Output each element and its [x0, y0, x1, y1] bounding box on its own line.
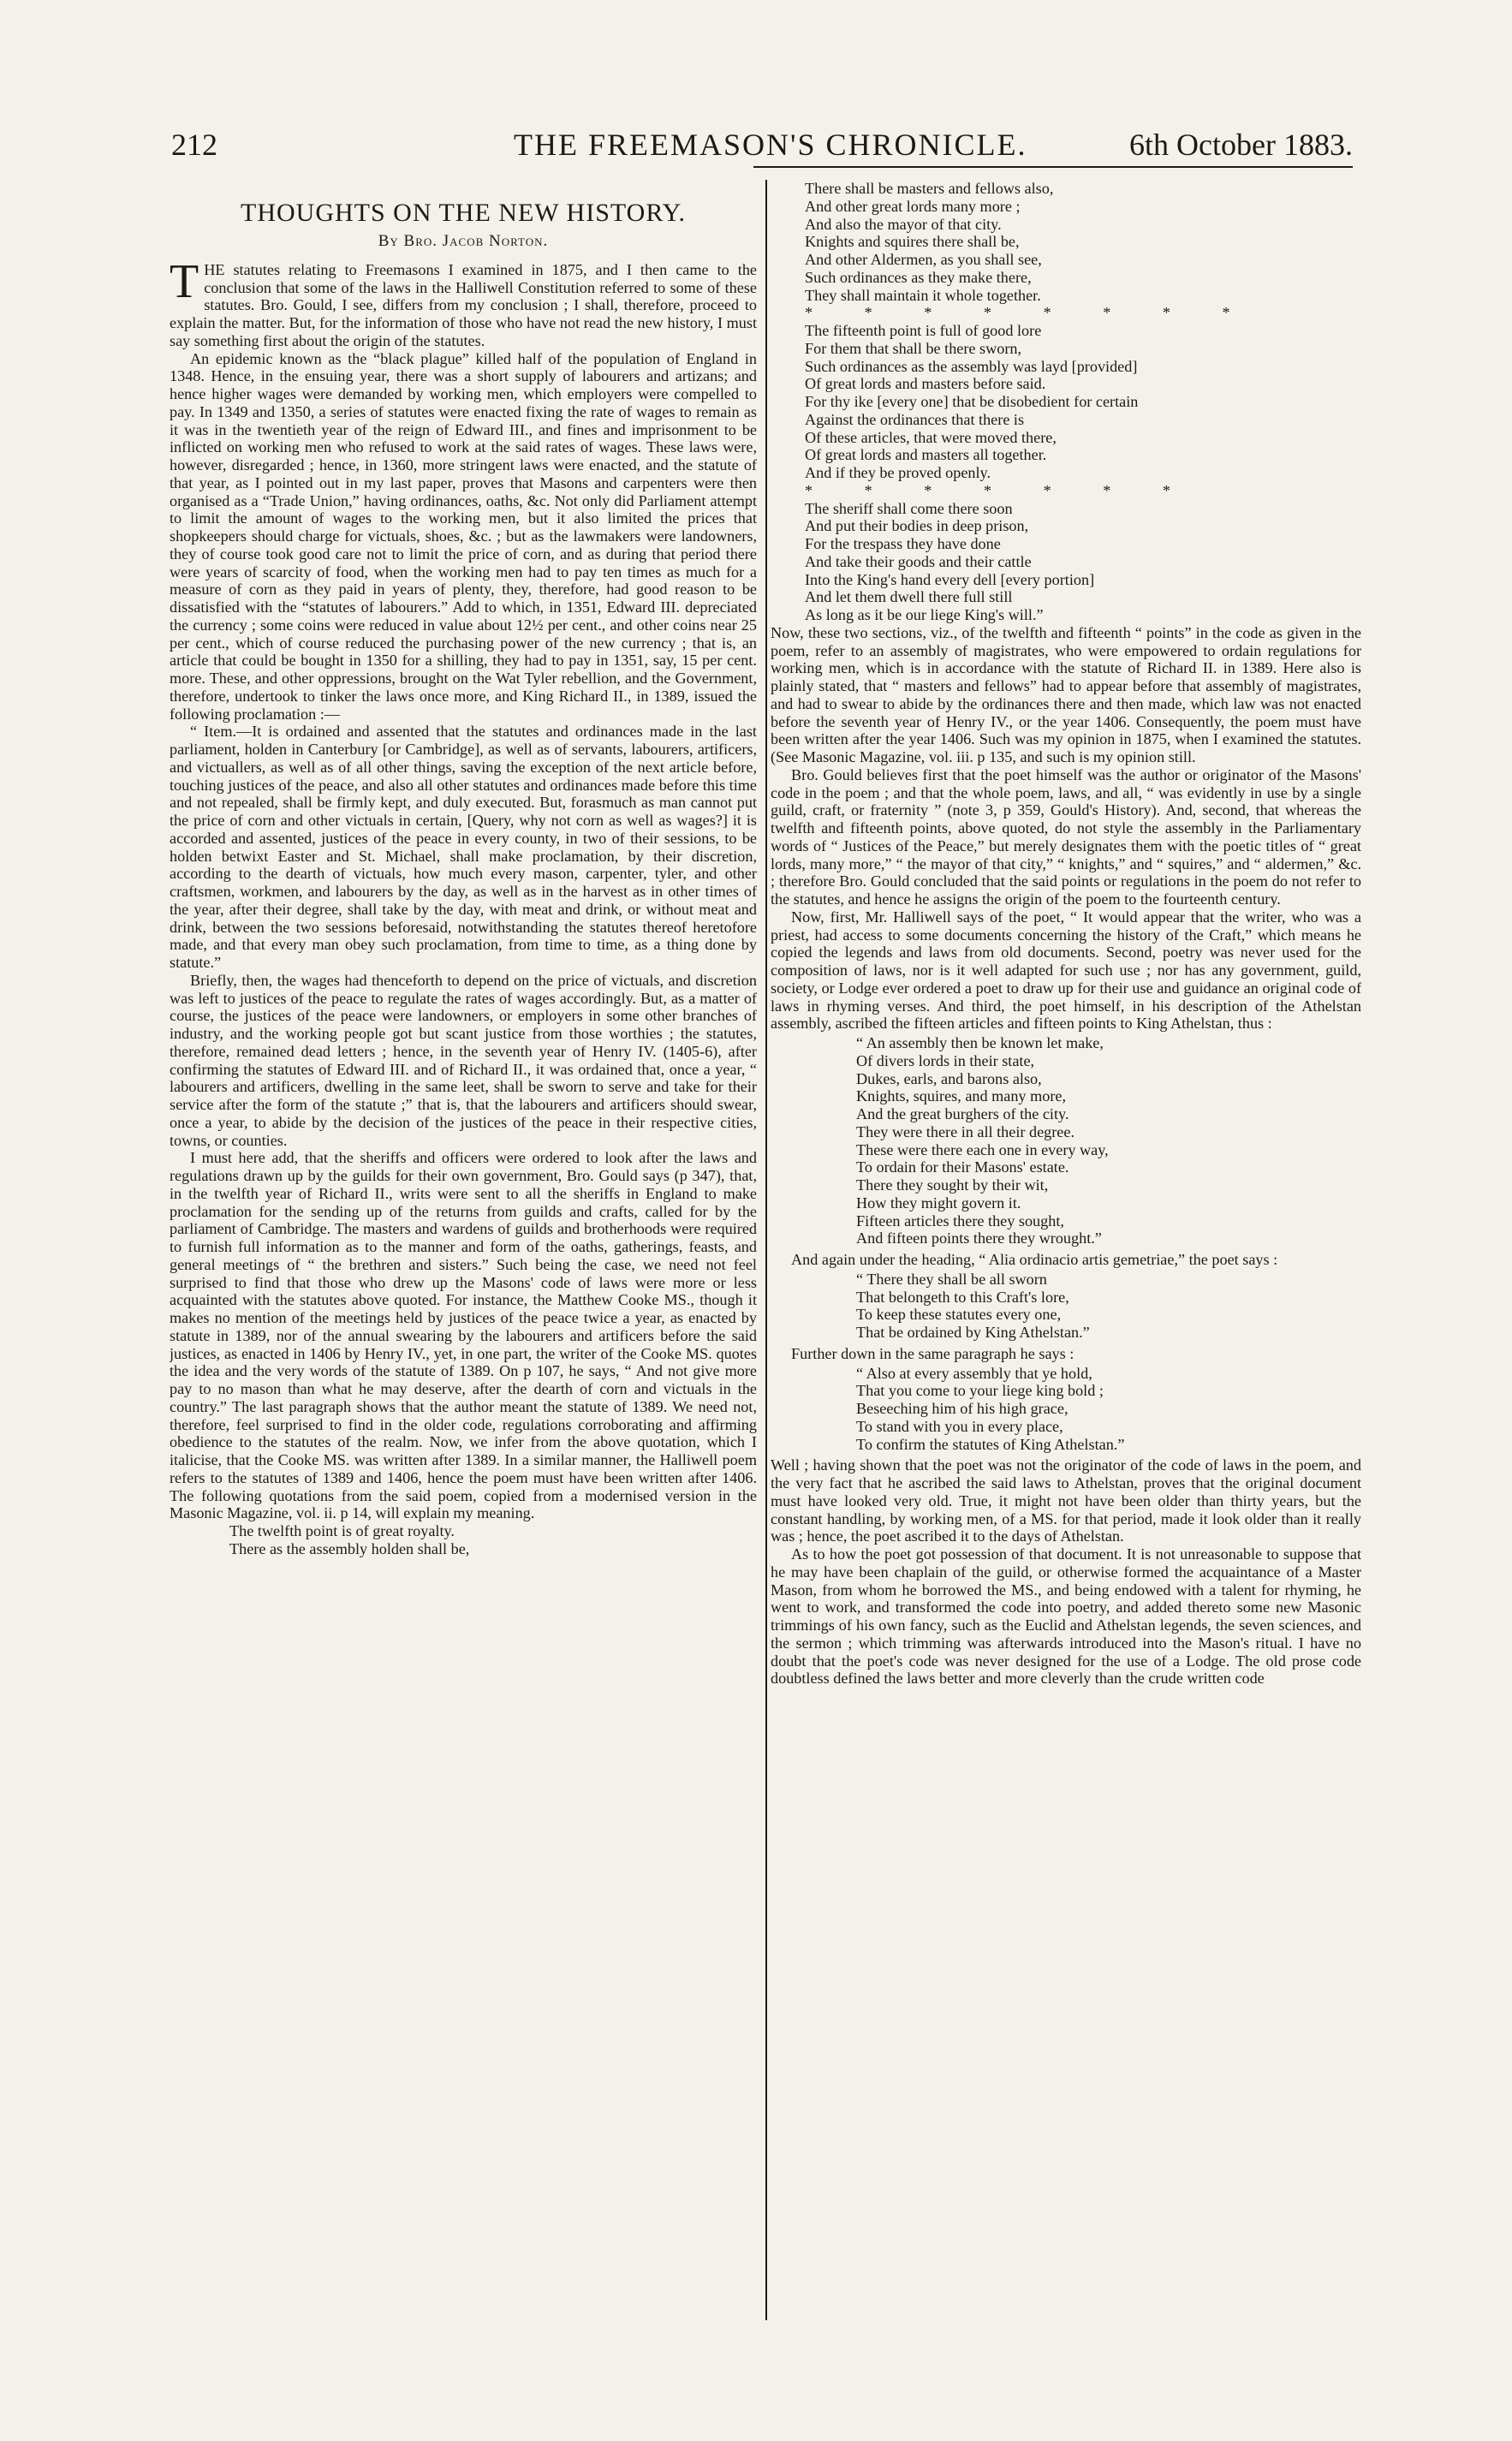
verse-line: That belongeth to this Craft's lore,: [856, 1288, 1069, 1306]
page-header: [171, 127, 1353, 164]
paragraph: Bro. Gould believes first that the poet himself was the author or originator of the Masons' code in the poem ; and that the whole poem, laws, and all, “ was evidently in use by a single guild, craft, or fraternity ” (note 3, p 359, Gould's History). And, second, that whereas the twelfth and fifteenth points, above quoted, do not style the assembly in the Parliamentary words of “ Justices of the Peace,” but merely designates them with the poetic titles of “ great lords, many more,” “ the mayor of that city,” “ knights,” and “ squires,” and “ aldermen,” &c. ; therefore Bro. Gould concluded that the said points or regulations in the poem do not refer to the statutes, and hence he assigns the origin of the poem to the fourteenth century.: [771, 765, 1361, 908]
verse-line: Of great lords and masters all together.: [805, 446, 1047, 464]
verse-line: And take their goods and their cattle: [805, 552, 1032, 570]
poem-excerpt: [856, 1034, 1361, 1247]
paragraph: As to how the poet got possession of that document. It is not unreasonable to suppose that he may have been chaplain of the guild, or otherwise formed the acquaintance of a Master Mason, from whom he borrowed the MS., and being endowed with a talent for rhyming, he went to work, and transformed the code into poetry, and added thereto some new Masonic trimmings of his own fancy, such as the Euclid and Athelstan legends, the seven sciences, and the sermon ; which trimming was afterwards introduced into the Mason's ritual. I have no doubt that the poet's code was never designed for the use of a Lodge. The old prose code doubtless defined the laws better and more cleverly than the crude written code: [771, 1545, 1361, 1688]
paragraph: An epidemic known as the “black plague” killed half of the population of England in 1348. Hence, in the ensuing year, there was a short supply of labourers and artizans; and hence higher wages were demanded by working men, which employers were compelled to pay. In 1349 and 1350, a series of statutes were enacted fixing the rate of wages to remain as it was in the twentieth year of the reign of Edward III., and fines and imprisonment to be inflicted on working men who refused to work at the said rates of wages. These laws were, however, disregarded ; hence, in 1360, more stringent laws were enacted, and the statute of that year, as I pointed out in my last paper, proves that Masons and carpenters were then organised as a “Trade Union,” having ordinances, oaths, &c. Not only did Parliament attempt to limit the amount of wages to the working men, but it also limited the prices that shopkeepers should charge for victuals, shoes, &c. ; but as the lawmakers were landowners, they of course took good care not to limit the price of corn, and as during that period there were years of scarcity of food, when the working men had to pay ten times as much for a measure of corn as they paid in years of plenty, they, therefore, had good reason to be dissatisfied with the “statutes of labourers.” Add to which, in 1351, Edward III. depreciated the currency ; some coins were reduced in value about 12½ per cent., and other coins near 25 per cent., which of course reduced the purchasing power of the new currency ; that is, an article that could be bought in 1350 for a shilling, they had to pay in 1351, say, 15 per cent. more. These, and other oppressions, brought on the Wat Tyler rebellion, and the Government, therefore, undertook to tinker the laws once more, and King Richard II., in 1389, issued the following proclamation :—: [170, 349, 757, 723]
ellipsis-stars: * * * * * * *: [805, 481, 1194, 499]
verse-line: Dukes, earls, and barons also,: [856, 1069, 1042, 1087]
verse-line: That you come to your liege king bold ;: [856, 1382, 1104, 1400]
right-column: [771, 180, 1361, 2337]
paragraph: [170, 254, 757, 350]
verse-line: To confirm the statutes of King Athelstan.”: [856, 1435, 1125, 1453]
verse-line: And other great lords many more ;: [805, 197, 1021, 215]
verse-line: That be ordained by King Athelstan.”: [856, 1324, 1090, 1341]
verse-line: Of divers lords in their state,: [856, 1051, 1035, 1069]
verse-line: Against the ordinances that there is: [805, 410, 1025, 428]
byline: By Bro. Jacob Norton.: [378, 232, 549, 250]
verse-line: And other Aldermen, as you shall see,: [805, 251, 1042, 268]
poem-excerpt: [856, 1271, 1361, 1342]
verse-line: Beseeching him of his high grace,: [856, 1400, 1069, 1417]
verse-line: For them that shall be there sworn,: [805, 339, 1022, 357]
poem-excerpt: [229, 1522, 757, 1558]
poem-excerpt: [856, 1365, 1361, 1454]
verse-line: “ Also at every assembly that ye hold,: [856, 1364, 1092, 1382]
issue-date: 6th October 1883.: [1129, 128, 1353, 162]
header-rule: [753, 166, 1353, 168]
verse-line: As long as it be our liege King's will.”: [805, 606, 1044, 623]
paragraph-text: HE statutes relating to Freemasons I examined in 1875, and I then came to the conclusion that some of the laws in the Halliwell Constitution referred to some of these statutes. Bro. Gould, I see, differs from my conclusion ; I shall, therefore, proceed to explain the matter. But, for the information of those who have not read the new history, I must say something first about the origin of the statutes.: [170, 260, 757, 349]
ellipsis-stars: * * * * * * * *: [805, 304, 1254, 322]
verse-line: There shall be masters and fellows also,: [805, 180, 1054, 197]
verse-line: The twelfth point is of great royalty.: [229, 1522, 455, 1539]
verse-line: They were there in all their degree.: [856, 1122, 1074, 1140]
verse-line: Of great lords and masters before said.: [805, 375, 1046, 393]
verse-line: And put their bodies in deep prison,: [805, 517, 1029, 535]
poem-excerpt: [805, 180, 1361, 624]
paragraph: Well ; having shown that the poet was not the originator of the code of laws in the poem, and the very fact that he ascribed the said laws to Athelstan, proves that the original document must have looked very old. True, it might not have been older than thirty years, but the constant handling, by working men, of a MS. for that period, made it look older than it really was ; hence, the poet ascribed it to the days of Athelstan.: [771, 1456, 1361, 1545]
verse-line: And if they be proved openly.: [805, 464, 991, 481]
left-column: [170, 180, 757, 2337]
verse-line: The sheriff shall come there soon: [805, 499, 1013, 517]
verse-line: For thy ike [every one] that be disobedient for certain: [805, 393, 1139, 410]
verse-line: How they might govern it.: [856, 1194, 1021, 1212]
publication-title: THE FREEMASON'S CHRONICLE.: [514, 128, 1027, 162]
verse-line: And fifteen points there they wrought.”: [856, 1229, 1102, 1247]
page-number: 212: [171, 128, 217, 162]
verse-line: For the trespass they have done: [805, 535, 1001, 552]
verse-line: There as the assembly holden shall be,: [229, 1539, 470, 1557]
paragraph: I must here add, that the sheriffs and officers were ordered to look after the laws and regulations drawn up by the guilds for their own government, Bro. Gould says (p 347), that, in the twelfth year of Richard II., writs were sent to all the sheriffs in England to make proclamation for the sending up of the returns from guilds and crafts, called for by the parliament of Cambridge. The masters and wardens of guilds and brotherhoods were required to furnish full information as to the manner and form of the oaths, gatherings, feasts, and general meetings of “ the brethren and sisters.” Such being the case, we need not feel surprised to find that those who drew up the Masons' code of laws were more or less acquainted with the statutes above quoted. For instance, the Matthew Cooke MS., though it makes no mention of the meetings held by justices of the peace twice a year, as enacted by statute in 1389, nor of the annual swearing by the labourers and artificers before the said justices, as enacted in 1406 by Henry IV., yet, in one part, the writer of the Cooke MS. quotes the idea and the very words of the statute of 1389. On p 107, he says, “ And not give more pay to no mason than what he may deserve, after the dearth of corn and victuals in the country.” The last paragraph shows that the author meant the statute of 1389. We need not, therefore, feel surprised to find in the older code, regulations corroborating and affirming obedience to the statutes of the realm. Now, we infer from the above quotation, which I italicise, that the Cooke MS. was written after 1389. In a similar manner, the Halliwell poem refers to the statutes of 1389 and 1406, hence the poem must have been written after 1406. The following quotations from the said poem, copied from a modernised version in the Masonic Magazine, vol. ii. p 14, will explain my meaning.: [170, 1149, 757, 1522]
verse-line: And also the mayor of that city.: [805, 215, 1002, 233]
column-rule: [765, 180, 767, 2320]
verse-line: “ An assembly then be known let make,: [856, 1034, 1104, 1051]
verse-line: Such ordinances as the assembly was layd [provided]: [805, 357, 1138, 375]
paragraph: Now, first, Mr. Halliwell says of the poet, “ It would appear that the writer, who was a priest, had access to some documents concerning the history of the Craft,” which means he copied the legends and laws from old documents. Second, poetry was never used for the composition of laws, nor is it well adapted for such use ; nor has any government, guild, society, or Lodge ever ordered a poet to draw up for their use and guidance an original code of laws in rhyming verses. And third, the poet himself, in his description of the Athelstan assembly, ascribed the fifteen articles and fifteen points to King Athelstan, thus :: [771, 908, 1361, 1033]
paragraph: Now, these two sections, viz., of the twelfth and fifteenth “ points” in the code as given in the poem, refer to an assembly of magistrates, who were empowered to ordain regulations for working men, which is in accordance with the statute of Richard II. in 1389. Here also is plainly stated, that “ masters and fellows” had to appear before that assembly of magistrates, and had to swear to abide by the ordinances there and then made, which law was not enacted before the seventh year of Henry IV., or the year 1406. Consequently, the poem must have been written after the year 1406. Such was my opinion in 1875, when I examined the statutes. (See Masonic Magazine, vol. iii. p 135, and such is my opinion still.: [771, 623, 1361, 765]
verse-line: To keep these statutes every one,: [856, 1306, 1062, 1324]
verse-line: Knights and squires there shall be,: [805, 233, 1020, 251]
verse-line: Such ordinances as they make there,: [805, 268, 1032, 286]
verse-line: Knights, squires, and many more,: [856, 1087, 1066, 1105]
verse-line: The fifteenth point is full of good lore: [805, 322, 1042, 339]
proclamation-quote: “ Item.—It is ordained and assented that the statutes and ordinances made in the last parliament, holden in Canterbury [or Cambridge], as well as of servants, labourers, artificers, and victuallers, as well as of all other things, saving the exception of the next article before, touching justices of the peace, and also all other statutes and ordinances made before this time and not repealed, shall be firmly kept, and duly executed. But, forasmuch as man cannot put the price of corn and other victuals in certain, [Query, why not corn as well as wages?] it is accorded and assented, justices of the peace in every county, in two of their sessions, to be holden betwixt Easter and St. Michael, shall make proclamation, by their discretion, according to the dearth of victuals, how much every mason, carpenter, tyler, and other craftsmen, workmen, and labourers by the day, as well as in the harvest as in other times of the year, after their degree, shall take by the day, with meat and drink, or without meat and drink, between the two sessions beforesaid, notwithstanding the statutes thereof heretofore made, and that every man obey such proclamation, from time to time, as a thing done by statute.”: [170, 723, 757, 971]
drop-cap: T: [170, 254, 199, 308]
paragraph: Further down in the same paragraph he says :: [791, 1344, 1074, 1362]
article-title: THOUGHTS ON THE NEW HISTORY.: [241, 199, 686, 227]
verse-line: Fifteen articles there they sought,: [856, 1212, 1064, 1229]
verse-line: Of these articles, that were moved there,: [805, 428, 1057, 446]
verse-line: “ There they shall be all sworn: [856, 1270, 1047, 1288]
paragraph: And again under the heading, “ Alia ordinacio artis gemetriae,” the poet says :: [791, 1251, 1278, 1268]
verse-line: These were there each one in every way,: [856, 1140, 1109, 1158]
verse-line: There they sought by their wit,: [856, 1176, 1049, 1194]
verse-line: Into the King's hand every dell [every portion]: [805, 570, 1095, 588]
verse-line: And the great burghers of the city.: [856, 1105, 1069, 1122]
verse-line: They shall maintain it whole together.: [805, 286, 1041, 304]
verse-line: And let them dwell there full still: [805, 588, 1013, 606]
paragraph: Briefly, then, the wages had thenceforth to depend on the price of victuals, and discretion was left to justices of the peace to regulate the rates of wages accordingly. But, as a matter of course, the justices of the peace were landowners, or employers in some other branches of industry, and the working people got but scant justice from those worthies ; the statutes, therefore, remained dead letters ; hence, in the seventh year of Henry IV. (1405-6), after confirming the statutes of Edward III. and of Richard II., it was ordained that, once a year, “ labourers and artificers, dwelling in the same leet, shall be sworn to serve and take for their service after the form of the statute ;” that is, that the labourers and artificers should swear, once a year, to abide by the decision of the justices of the peace in their respective cities, towns, or counties.: [170, 971, 757, 1149]
verse-line: To stand with you in every place,: [856, 1417, 1063, 1435]
verse-line: To ordain for their Masons' estate.: [856, 1158, 1069, 1176]
